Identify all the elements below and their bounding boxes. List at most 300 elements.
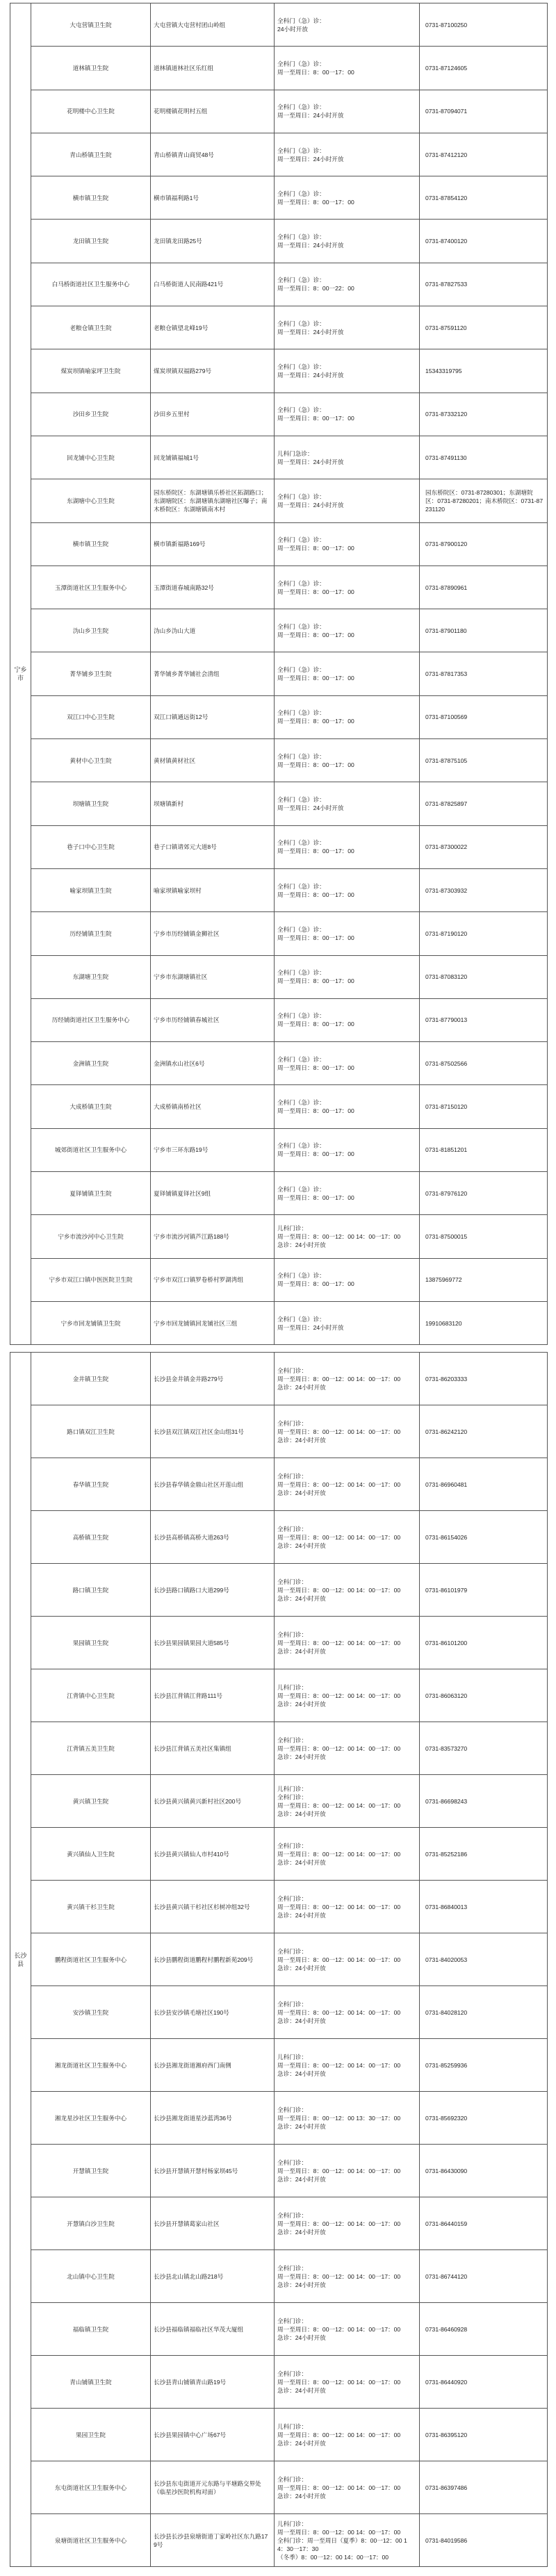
hours-line: 周一至周日：8：00一12：00 14：00一17：00 [277,2167,401,2174]
facility-address-cell: 横市镇福利路1号 [151,176,275,220]
hours-line: 周一至周日：8：00一12：00 14：00一17：00 [277,1956,401,1963]
hours-line: 全科门诊： [277,2000,307,2008]
table-row [10,652,548,695]
facility-phone-cell: 0731-87100569 [420,695,548,738]
hours-line: 全科门（急）诊： [277,1012,325,1020]
changsha-county-facility-table [10,1352,548,2567]
hours-line: 急诊：24小时开放 [277,2017,326,2024]
hours-line: 全科门诊： [277,1525,307,1533]
hours-line: 周一至周日：8：00一17：00 [277,1194,354,1201]
facility-name-cell: 夏铎铺镇卫生院 [31,1172,151,1215]
facility-address-cell: 玉潭街道春城南路32号 [151,565,275,609]
facility-phone-cell: 0731-86744120 [420,2250,548,2303]
hours-line: 全科门（急）诊： [277,1055,325,1063]
hours-line: 周一至周日：8：00一12：00 14：00一17：00 [277,1639,401,1646]
facility-hours-cell [275,263,420,306]
facility-address-cell: 长沙县金井镇金井路279号 [151,1353,275,1405]
table-row [10,479,548,522]
facility-phone-cell: 15343319795 [420,349,548,393]
facility-phone-cell: 0731-87817353 [420,652,548,695]
facility-name-cell: 历经铺镇卫生院 [31,912,151,955]
hours-line: 周一至周日：8：00一17：00 [277,977,354,985]
facility-phone-cell: 0731-86101979 [420,1564,548,1617]
hours-line: 儿科门诊： [277,1683,307,1691]
hours-line: 周一至周日：8：00一12：00 14：00一17：00 [277,1692,401,1699]
facility-hours-cell [275,565,420,609]
facility-name-cell: 宁乡市流沙河中心卫生院 [31,1215,151,1258]
hours-line: 全科门诊： [277,1947,307,1955]
hours-line: 周一至周日：8：00一12：00 14：00一17：00 [277,1375,401,1382]
hours-line: 周一至周日：8：00一17：00 [277,1280,354,1288]
facility-address-cell: 沩山乡沩山大道 [151,609,275,652]
facility-name-cell: 巷子口中心卫生院 [31,825,151,868]
facility-phone-cell: 13875969772 [420,1258,548,1301]
facility-address-cell: 宁乡市回龙铺镇回龙铺社区三组 [151,1301,275,1344]
facility-phone-cell: 0731-84019586 [420,2514,548,2567]
facility-address-cell: 园东桥院区：东湖塘镇乐桥社区拓湖路口；东湖塘院区：东湖塘镇东湖塘社区曝子；南木桥院区：东湖塘镇南木村 [151,479,275,522]
table-row [10,1828,548,1881]
facility-phone-cell: 0731-86203333 [420,1353,548,1405]
hours-line: 周一至周日：8：00一17：00 [277,675,354,682]
hours-line: 全科门（急）诊： [277,752,325,760]
table-row [10,1564,548,1617]
hours-line: （冬季）8：00一12：00 14：00一17：00 [277,2553,389,2561]
facility-phone-cell: 0731-87790013 [420,998,548,1041]
facility-hours-cell [275,1172,420,1215]
hours-line: 周一至周日：8：00一12：00 14：00一17：00 [277,1850,401,1858]
hours-line: 周一至周日：8：00一12：00 14：00一17：00 [277,2272,401,2280]
facility-hours-cell [275,2145,420,2197]
hours-line: 儿科门诊： [277,1224,307,1232]
facility-address-cell: 长沙县东屯街道开元东路与平塘路交界处（临星沙医院机构对面） [151,2461,275,2514]
facility-phone-cell: 0731-87825897 [420,782,548,825]
facility-phone-cell: 0731-85692320 [420,2092,548,2145]
table-row [10,2303,548,2356]
hours-line: 急诊：24小时开放 [277,2122,326,2130]
table-row [10,1986,548,2039]
facility-phone-cell: 0731-86397486 [420,2461,548,2514]
facility-hours-cell [275,2092,420,2145]
table-row [10,2092,548,2145]
facility-address-cell: 长沙县果园镇中心广场67号 [151,2409,275,2461]
facility-address-cell: 长沙县湘龙街道星沙蓝湾36号 [151,2092,275,2145]
facility-hours-cell [275,2039,420,2092]
table-row [10,2514,548,2567]
facility-address-cell: 白马桥街道人民南路421号 [151,263,275,306]
hours-line: 全科门（急）诊： [277,233,325,241]
hours-line: 急诊：24小时开放 [277,1810,326,1817]
facility-hours-cell [275,868,420,911]
hours-line: 全科门诊： [277,2264,307,2272]
facility-phone-cell: 0731-84028120 [420,1986,548,2039]
facility-hours-cell [275,2409,420,2461]
table-row [10,868,548,911]
facility-name-cell: 江背镇五美卫生院 [31,1722,151,1775]
hours-line: 全科门（急）诊： [277,1185,325,1193]
facility-address-cell: 夏铎铺镇夏铎社区9组 [151,1172,275,1215]
hours-line: 急诊：24小时开放 [277,1647,326,1655]
facility-name-cell: 黄兴镇仙人卫生院 [31,1828,151,1881]
facility-name-cell: 道林镇卫生院 [31,47,151,90]
facility-name-cell: 福临镇卫生院 [31,2303,151,2356]
facility-address-cell: 花明楼镇花明村五组 [151,90,275,133]
hours-line: 全科门诊： [277,1736,307,1744]
facility-name-cell: 老粮仓镇卫生院 [31,306,151,349]
facility-address-cell: 长沙县开慧镇葛家山社区 [151,2197,275,2250]
facility-name-cell: 黄兴镇干杉卫生院 [31,1881,151,1933]
hours-line: 全科门（急）诊： [277,666,325,674]
hours-line: 周一至周日：8：00一12：00 14：00一17：00 [277,1903,401,1910]
table-row [10,1458,548,1511]
facility-address-cell: 长沙县果园镇果园大道585号 [151,1617,275,1669]
facility-name-cell: 果园卫生院 [31,2409,151,2461]
facility-hours-cell [275,609,420,652]
facility-phone-cell: 0731-87890961 [420,565,548,609]
hours-line: 全科门诊： [277,1630,307,1638]
hours-line: 24小时开放 [277,25,308,33]
facility-name-cell: 江背镇中心卫生院 [31,1669,151,1722]
facility-hours-cell [275,2356,420,2409]
facility-name-cell: 黄兴镇卫生院 [31,1775,151,1828]
hours-line: 全科门（急）诊： [277,925,325,933]
hours-line: 全科门诊： [277,1842,307,1849]
facility-hours-cell [275,782,420,825]
facility-name-cell: 开慧镇白沙卫生院 [31,2197,151,2250]
facility-hours-cell [275,1405,420,1458]
hours-line: 儿科门诊： [277,2520,307,2527]
facility-hours-cell [275,1775,420,1828]
facility-name-cell: 泉塘街道社区卫生服务中心 [31,2514,151,2567]
facility-name-cell: 金井镇卫生院 [31,1353,151,1405]
table-row [10,565,548,609]
facility-hours-cell [275,1511,420,1564]
hours-line: 周一至周日：8：00一17：00 [277,891,354,898]
hours-line: 儿科门诊： [277,1785,307,1792]
hours-line: 儿科门诊： [277,2053,307,2061]
hours-line: 周一至周日：8：00一22：00 [277,285,354,292]
facility-phone-cell: 园东桥院区：0731-87280301；东湖塘院区：0731-87280201；南木桥院区：0731-87231120 [420,479,548,522]
facility-address-cell: 宁乡市东湖塘镇社区 [151,955,275,998]
hours-line: 全科门诊： [277,2158,307,2166]
facility-hours-cell [275,1564,420,1617]
hours-line: 急诊：24小时开放 [277,1753,326,1760]
table-row [10,2197,548,2250]
hours-line: 全科门诊： [277,1894,307,1902]
hours-line: 全科门（急）诊： [277,709,325,717]
facility-address-cell: 长沙县江背镇江背路111号 [151,1669,275,1722]
facility-name-cell: 高桥镇卫生院 [31,1511,151,1564]
hours-line: 急诊：24小时开放 [277,1858,326,1866]
hours-line: 周一至周日：24小时开放 [277,155,344,163]
facility-hours-cell [275,306,420,349]
facility-name-cell: 开慧镇卫生院 [31,2145,151,2197]
hours-line: 全科门（急）诊： [277,1142,325,1150]
facility-name-cell: 坝塘镇卫生院 [31,782,151,825]
facility-phone-cell: 0731-83573270 [420,1722,548,1775]
table-row [10,1405,548,1458]
table-row [10,220,548,263]
hours-line: 周一至周日：8：00一12：00 14：00一17：00 [277,2061,401,2069]
facility-address-cell: 菁华铺乡菁华铺社会清组 [151,652,275,695]
facility-address-cell: 大屯营镇大屯营村团山岭组 [151,3,275,47]
hours-line: 全科门诊： [277,2475,307,2483]
facility-hours-cell [275,90,420,133]
facility-address-cell: 长沙县北山镇北山路218号 [151,2250,275,2303]
hours-line: 全科门（急）诊： [277,882,325,890]
table-row [10,1881,548,1933]
facility-phone-cell: 0731-86242120 [420,1405,548,1458]
hours-line: 全科门（急）诊： [277,969,325,977]
facility-phone-cell: 0731-87190120 [420,912,548,955]
facility-phone-cell: 0731-87094071 [420,90,548,133]
facility-name-cell: 路口镇双江卫生院 [31,1405,151,1458]
district-cell: 长沙县 [10,1353,31,2567]
facility-name-cell: 横市镇卫生院 [31,176,151,220]
facility-hours-cell [275,1128,420,1171]
hours-line: 全科门（急）诊： [277,1272,325,1280]
table-row [10,1172,548,1215]
facility-address-cell: 青山桥镇青山商贸48号 [151,133,275,176]
hours-line: 周一至周日：8：00一17：00 [277,934,354,941]
facility-phone-cell: 0731-87854120 [420,176,548,220]
hours-line: 全科门诊： [277,1419,307,1427]
facility-hours-cell [275,825,420,868]
hours-line: 周一至周日：8：00一12：00 14：00一17：00 [277,2378,401,2386]
facility-hours-cell [275,220,420,263]
hours-line: 周一至周日：8：00一12：00 14：00一17：00 [277,2484,401,2491]
facility-name-cell: 沙田乡卫生院 [31,393,151,436]
facility-name-cell: 黄材中心卫生院 [31,739,151,782]
facility-phone-cell: 0731-81851201 [420,1128,548,1171]
table-row [10,133,548,176]
table-row [10,998,548,1041]
facility-address-cell: 长沙县安沙镇毛塘社区190号 [151,1986,275,2039]
facility-phone-cell: 0731-86440920 [420,2356,548,2409]
facility-address-cell: 宁乡市历经铺镇春城社区 [151,998,275,1041]
hours-line: 急诊：24小时开放 [277,2334,326,2341]
facility-address-cell: 长沙县福临镇福临社区华茂大厦组 [151,2303,275,2356]
hours-line: 全科门（急）诊： [277,536,325,544]
table-row [10,1085,548,1128]
district-cell: 宁乡市 [10,3,31,1345]
table-row [10,1775,548,1828]
hours-line: 周一至周日：8：00一12：00 14：00一17：00 [277,1428,401,1435]
facility-phone-cell: 0731-87124605 [420,47,548,90]
facility-phone-cell: 19910683120 [420,1301,548,1344]
facility-name-cell: 青山桥镇卫生院 [31,133,151,176]
facility-hours-cell [275,3,420,47]
table-row [10,2409,548,2461]
table-row [10,1258,548,1301]
hours-line: 全科门（急）诊： [277,1099,325,1107]
facility-hours-cell [275,1258,420,1301]
table-row [10,1511,548,1564]
facility-address-cell: 黄材镇黄材社区 [151,739,275,782]
facility-address-cell: 大成桥镇南桥社区 [151,1085,275,1128]
facility-phone-cell: 0731-87502566 [420,1042,548,1085]
table-row [10,2461,548,2514]
table-row [10,176,548,220]
facility-address-cell: 长沙县黄兴镇仙人市村410号 [151,1828,275,1881]
hours-line: 周一至周日：8：00一17：00 [277,1064,354,1071]
table-row [10,1933,548,1986]
hours-line: 全科门（急）诊： [277,190,325,197]
hours-line: 周一至周日：8：00一17：00 [277,718,354,725]
table-row [10,1215,548,1258]
hours-line: 周一至周日：24小时开放 [277,242,344,249]
hours-line: 全科门（急）诊： [277,60,325,67]
hours-line: 周一至周日：8：00一17：00 [277,415,354,422]
facility-name-cell: 沩山乡卫生院 [31,609,151,652]
facility-hours-cell [275,1669,420,1722]
hours-line: 周一至周日：8：00一17：00 [277,631,354,638]
hours-line: 全科门（急）诊： [277,839,325,847]
facility-hours-cell [275,479,420,522]
hours-line: 周一至周日：8：00一17：00 [277,848,354,855]
facility-phone-cell: 0731-86840013 [420,1881,548,1933]
facility-phone-cell: 0731-86460928 [420,2303,548,2356]
facility-name-cell: 宁乡市双江口镇中医医院卫生院 [31,1258,151,1301]
facility-address-cell: 宁乡市双江口镇罗卷桥村罗湖湾组 [151,1258,275,1301]
hours-line: 儿科门急诊： [277,449,313,457]
facility-phone-cell: 0731-87500015 [420,1215,548,1258]
facility-name-cell: 东屯街道社区卫生服务中心 [31,2461,151,2514]
table-row [10,912,548,955]
table-row [10,1042,548,1085]
facility-hours-cell [275,1042,420,1085]
hours-line: 急诊：24小时开放 [277,1436,326,1444]
hours-line: 周一至周日：24小时开放 [277,112,344,119]
facility-hours-cell [275,1722,420,1775]
hours-line: 全科门诊：周一至周日（夏季）8：00一12：00 14：30一17：30 [277,2536,407,2552]
facility-address-cell: 回龙铺镇福城1号 [151,436,275,479]
facility-name-cell: 大屯营镇卫生院 [31,3,151,47]
facility-hours-cell [275,1458,420,1511]
facility-address-cell: 煤炭坝镇双福路279号 [151,349,275,393]
hours-line: 周一至周日：8：00一12：00 14：00一17：00 [277,1480,401,1488]
facility-address-cell: 长沙县双江镇双江社区金山组31号 [151,1405,275,1458]
hours-line: 全科门诊： [277,2370,307,2377]
hours-line: 周一至周日：8：00一17：00 [277,198,354,206]
facility-address-cell: 道林镇道林社区乐红组 [151,47,275,90]
hours-line: 急诊：24小时开放 [277,2439,326,2447]
facility-hours-cell [275,998,420,1041]
hours-line: 周一至周日：8：00一12：00 14：00一17：00 [277,2220,401,2227]
hours-line: 周一至周日：24小时开放 [277,372,344,379]
facility-name-cell: 安沙镇卫生院 [31,1986,151,2039]
facility-hours-cell [275,2461,420,2514]
hours-line: 急诊：24小时开放 [277,1241,326,1248]
hours-line: 周一至周日：8：00一12：00 14：00一17：00 [277,1232,401,1240]
hours-line: 急诊：24小时开放 [277,2228,326,2236]
facility-phone-cell: 0731-87300022 [420,825,548,868]
facility-hours-cell [275,436,420,479]
facility-hours-cell [275,695,420,738]
facility-phone-cell: 0731-86698243 [420,1775,548,1828]
table-row [10,263,548,306]
facility-hours-cell [275,1617,420,1669]
facility-name-cell: 龙田镇卫生院 [31,220,151,263]
table-row [10,3,548,47]
facility-name-cell: 青山铺镇卫生院 [31,2356,151,2409]
facility-name-cell: 横市镇卫生院 [31,522,151,565]
facility-phone-cell: 0731-87827533 [420,263,548,306]
facility-hours-cell [275,2250,420,2303]
hours-line: 全科门（急）诊： [277,1315,325,1323]
table-row [10,1128,548,1171]
hours-line: 周一至周日：8：00一12：00 14：00一17：00 [277,1586,401,1594]
facility-hours-cell [275,1215,420,1258]
facility-name-cell: 回龙铺中心卫生院 [31,436,151,479]
hours-line: 全科门（急）诊： [277,17,325,24]
hours-line: 全科门（急）诊： [277,579,325,587]
hours-line: 全科门（急）诊： [277,363,325,371]
facility-name-cell: 北山镇中心卫生院 [31,2250,151,2303]
facility-phone-cell: 0731-87491130 [420,436,548,479]
facility-name-cell: 湘龙星沙社区卫生服务中心 [31,2092,151,2145]
facility-phone-cell: 0731-86063120 [420,1669,548,1722]
facility-phone-cell: 0731-87150120 [420,1085,548,1128]
table-row [10,47,548,90]
hours-line: 周一至周日：24小时开放 [277,501,344,509]
hours-line: 周一至周日：24小时开放 [277,1323,344,1331]
facility-name-cell: 东湖塘中心卫生院 [31,479,151,522]
hours-line: 周一至周日：8：00一17：00 [277,545,354,552]
facility-phone-cell: 0731-87400120 [420,220,548,263]
facility-hours-cell [275,133,420,176]
facility-address-cell: 金洲镇水山社区6号 [151,1042,275,1085]
hours-line: 周一至周日：8：00一12：00 14：00一17：00 [277,2528,401,2536]
facility-phone-cell: 0731-87900120 [420,522,548,565]
hours-line: 急诊：24小时开放 [277,2492,326,2500]
table-row [10,2145,548,2197]
table-row [10,522,548,565]
facility-hours-cell [275,912,420,955]
facility-name-cell: 喻家坝镇卫生院 [31,868,151,911]
facility-address-cell: 长沙县春华镇金鼎山社区开莲山组 [151,1458,275,1511]
hours-line: 全科门诊： [277,2106,307,2113]
facility-address-cell: 长沙县黄兴镇黄兴新村社区200号 [151,1775,275,1828]
table-row [10,955,548,998]
facility-hours-cell [275,1353,420,1405]
hours-line: 急诊：24小时开放 [277,1542,326,1549]
hours-line: 周一至周日：8：00一17：00 [277,68,354,76]
facility-name-cell: 湘龙街道社区卫生服务中心 [31,2039,151,2092]
hours-line: 全科门（急）诊： [277,622,325,630]
facility-phone-cell: 0731-87083120 [420,955,548,998]
facility-phone-cell: 0731-86430090 [420,2145,548,2197]
facility-hours-cell [275,1881,420,1933]
facility-phone-cell: 0731-86154026 [420,1511,548,1564]
facility-address-cell: 宁乡市历经铺镇金狮社区 [151,912,275,955]
facility-name-cell: 双江口中心卫生院 [31,695,151,738]
facility-address-cell: 长沙县高桥镇高桥大道263号 [151,1511,275,1564]
hours-line: 周一至周日：8：00一12：00 14：00一17：00 [277,1744,401,1752]
facility-address-cell: 喻家坝镇喻家坝村 [151,868,275,911]
facility-name-cell: 城郊街道社区卫生服务中心 [31,1128,151,1171]
hours-line: 全科门（急）诊： [277,147,325,154]
hours-line: 全科门诊： [277,1578,307,1585]
facility-address-cell: 长沙县开慧镇开慧村杨家坝45号 [151,2145,275,2197]
facility-name-cell: 鹏程街道社区卫生服务中心 [31,1933,151,1986]
facility-address-cell: 宁乡市三环东路19号 [151,1128,275,1171]
facility-address-cell: 长沙县江背镇五美社区集镇组 [151,1722,275,1775]
ningxiang-facility-table [10,3,548,1345]
hours-line: 周一至周日：8：00一17：00 [277,588,354,595]
hours-line: 周一至周日：8：00一12：00 13：30一17：00 [277,2114,401,2122]
facility-address-cell: 坝塘镇新村 [151,782,275,825]
hours-line: 全科门（急）诊： [277,406,325,414]
